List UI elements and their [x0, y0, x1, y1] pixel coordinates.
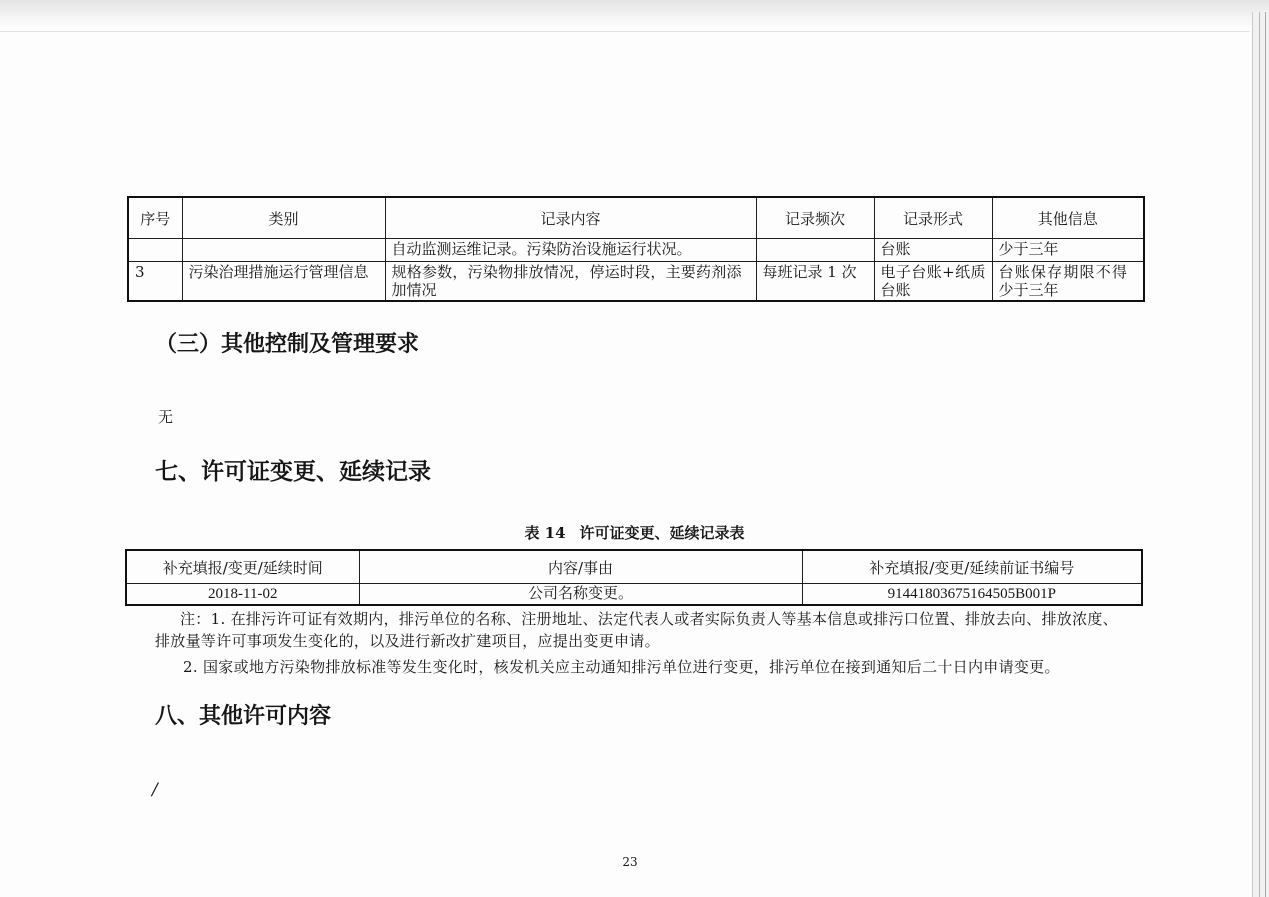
cell-other: 台账保存期限不得少于三年: [992, 262, 1144, 302]
note-1-line-2: 排放量等许可事项发生变化的，以及进行新改扩建项目，应提出变更申请。: [155, 632, 660, 650]
table-caption-title: 许可证变更、延续记录表: [579, 524, 745, 542]
scan-paper-edge-right: [1252, 12, 1253, 897]
table-caption: [0, 523, 1269, 543]
cell-no: 3: [128, 262, 182, 302]
header-cell-cert-no: 补充填报/变更/延续前证书编号: [802, 550, 1142, 584]
note-1-line-1: 注：1. 在排污许可证有效期内，排污单位的名称、注册地址、法定代表人或者实际负责人等基本信息或排污口位置、排放去向、排放浓度、: [180, 610, 1118, 628]
section-body-other-control: 无: [158, 408, 174, 426]
record-table: [127, 196, 1145, 302]
header-cell-reason: 内容/事由: [359, 550, 802, 584]
cell-other: 少于三年: [992, 239, 1144, 262]
section-heading-other-permit: 八、其他许可内容: [155, 703, 332, 729]
cell-no: [128, 239, 182, 262]
header-cell-no: 序号: [128, 197, 182, 239]
cell-category: 污染治理措施运行管理信息: [182, 262, 385, 302]
permit-change-table: [125, 549, 1143, 606]
note-2: 2. 国家或地方污染物排放标准等发生变化时，核发机关应主动通知排污单位进行变更，排污单位在接到通知后二十日内申请变更。: [183, 658, 1060, 676]
scan-paper-edge-top: [0, 31, 1250, 32]
header-cell-category: 类别: [182, 197, 385, 239]
header-cell-time: 补充填报/变更/延续时间: [126, 550, 359, 584]
cell-time: 2018-11-02: [126, 584, 359, 606]
cell-reason: 公司名称变更。: [359, 584, 802, 606]
scan-paper-stack: [1253, 12, 1269, 897]
scan-paper-edge-right: [1265, 12, 1266, 897]
header-cell-other: 其他信息: [992, 197, 1144, 239]
cell-content: 规格参数，污染物排放情况，停运时段，主要药剂添加情况: [385, 262, 756, 302]
scan-paper-edge-right: [1259, 12, 1260, 897]
header-cell-content: 记录内容: [385, 197, 756, 239]
record-table-header-row: [128, 197, 1144, 239]
header-cell-frequency: 记录频次: [756, 197, 874, 239]
cell-cert-no: 91441803675164505B001P: [802, 584, 1142, 606]
page-number: 23: [622, 855, 638, 869]
cell-form: 台账: [874, 239, 992, 262]
section-heading-permit-change: 七、许可证变更、延续记录: [155, 458, 431, 485]
table-row: [126, 584, 1142, 606]
cell-category: [182, 239, 385, 262]
cell-frequency: 每班记录 1 次: [756, 262, 874, 302]
section-body-other-permit: /: [152, 780, 158, 800]
scan-shadow-top: [0, 0, 1269, 28]
table-row-continued: [128, 239, 1144, 262]
table-caption-label: 表 14: [524, 524, 566, 542]
header-cell-form: 记录形式: [874, 197, 992, 239]
permit-change-header-row: [126, 550, 1142, 584]
cell-content: 自动监测运维记录。污染防治设施运行状况。: [385, 239, 756, 262]
cell-form: 电子台账+纸质台账: [874, 262, 992, 302]
section-heading-other-control: （三）其他控制及管理要求: [155, 331, 420, 357]
table-row: [128, 262, 1144, 302]
cell-frequency: [756, 239, 874, 262]
